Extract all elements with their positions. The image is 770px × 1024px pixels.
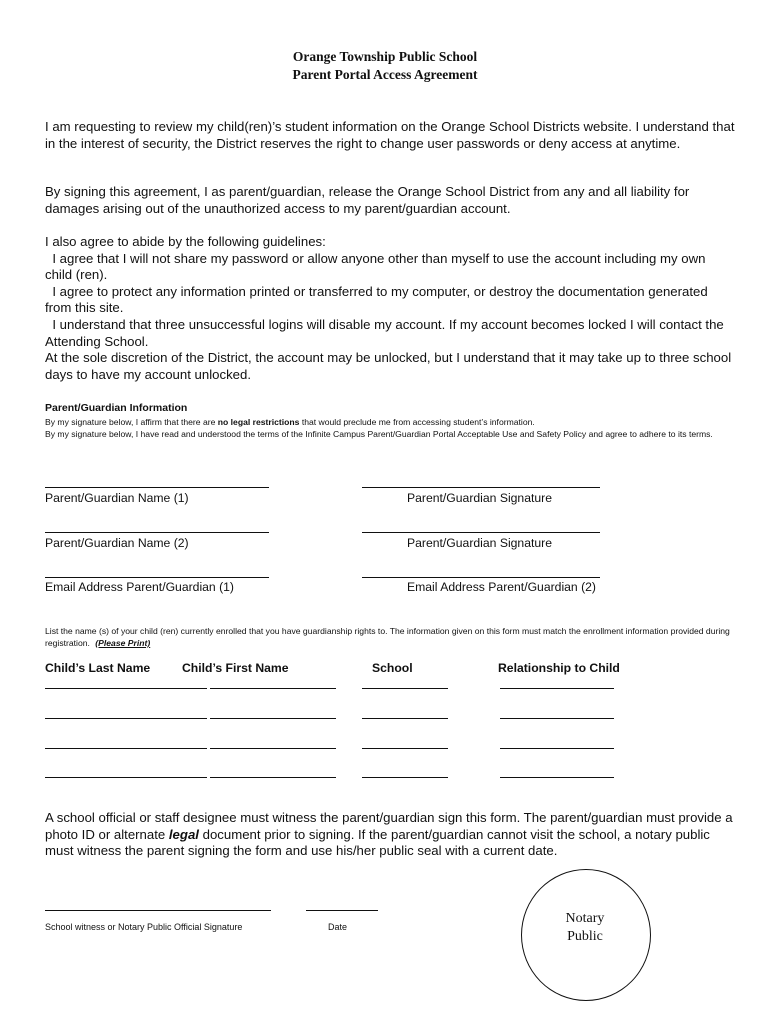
guardian-name-2-label: Parent/Guardian Name (2) <box>45 536 189 550</box>
witness-paragraph: A school official or staff designee must witness the parent/guardian sign this form. The parent/guardian must provide a photo ID or alternate legal document prior to signing. If the parent/guardian cannot visit the school, a notary public must witness the parent signing the form and use his/her public seal with a current date. <box>45 810 733 859</box>
email-1-label: Email Address Parent/Guardian (1) <box>45 580 234 594</box>
release-paragraph: By signing this agreement, I as parent/guardian, release the Orange School District from any and all liability for damages arising out of the unauthorized access to my parent/guardian account. <box>45 184 690 216</box>
guideline-item: I understand that three unsuccessful logins will disable my account. If my account becomes locked I will contact the Attending School. <box>45 316 727 349</box>
child-last-name-field[interactable] <box>45 718 207 719</box>
col-school: School <box>372 661 413 675</box>
child-last-name-field[interactable] <box>45 688 207 689</box>
guardian-name-1-label: Parent/Guardian Name (1) <box>45 491 189 505</box>
school-title: Orange Township Public School <box>292 49 478 64</box>
child-first-name-field[interactable] <box>210 688 336 689</box>
witness-signature-label: School witness or Notary Public Official Signature <box>45 922 243 932</box>
please-print-note: (Please Print) <box>95 638 151 648</box>
child-first-name-field[interactable] <box>210 777 336 778</box>
child-school-field[interactable] <box>362 748 448 749</box>
guidelines-intro: I also agree to abide by the following guidelines: <box>45 234 326 249</box>
child-relationship-field[interactable] <box>500 718 614 719</box>
guardian-signature-2-label: Parent/Guardian Signature <box>407 536 552 550</box>
date-label: Date <box>328 922 348 932</box>
child-school-field[interactable] <box>362 777 448 778</box>
guideline-item: I agree to protect any information printed or transferred to my computer, or destroy the documentation generated from this site. <box>45 283 712 316</box>
col-last-name: Child’s Last Name <box>45 661 151 675</box>
child-relationship-field[interactable] <box>500 777 614 778</box>
email-2-label: Email Address Parent/Guardian (2) <box>407 580 596 594</box>
col-relationship: Relationship to Child <box>498 661 620 675</box>
guardian-name-2-line[interactable] <box>45 532 269 533</box>
witness-signature-line[interactable] <box>45 910 271 911</box>
discretion-paragraph: At the sole discretion of the District, the account may be unlocked, but I understand that it may take up to three school days to have my account unlocked. <box>45 350 732 382</box>
guidelines-section <box>45 234 735 383</box>
child-relationship-field[interactable] <box>500 748 614 749</box>
guideline-item: I agree that I will not share my password or allow anyone other than myself to use the account including my own child (ren). <box>45 250 710 283</box>
child-last-name-field[interactable] <box>45 748 207 749</box>
guardian-signature-1-label: Parent/Guardian Signature <box>407 491 552 505</box>
guardian-name-1-line[interactable] <box>45 487 269 488</box>
date-line[interactable] <box>306 910 378 911</box>
child-last-name-field[interactable] <box>45 777 207 778</box>
child-first-name-field[interactable] <box>210 748 336 749</box>
notary-seal-label: Notary Public <box>565 911 605 944</box>
guardian-signature-2-line[interactable] <box>362 532 600 533</box>
child-first-name-field[interactable] <box>210 718 336 719</box>
policy-line: By my signature below, I have read and understood the terms of the Infinite Campus Parent/Guardian Portal Acceptable Use and Safety Policy and agree to adhere to its terms. <box>45 429 713 439</box>
guardian-info-heading: Parent/Guardian Information <box>45 402 188 414</box>
form-title: Parent Portal Access Agreement <box>292 67 478 82</box>
request-paragraph: I am requesting to review my child(ren)’s student information on the Orange School Districts website. I understand that in the interest of security, the District reserves the right to change user passwords or deny access at anytime. <box>45 119 735 151</box>
children-instructions: List the name (s) of your child (ren) currently enrolled that you have guardianship rights to. The information given on this form must match the enrollment information provided during registration. (Please Print) <box>45 626 730 648</box>
email-1-line[interactable] <box>45 577 269 578</box>
guardian-signature-1-line[interactable] <box>362 487 600 488</box>
child-school-field[interactable] <box>362 688 448 689</box>
child-school-field[interactable] <box>362 718 448 719</box>
affirm-line: By my signature below, I affirm that there are no legal restrictions that would preclude me from accessing student’s information. <box>45 417 535 427</box>
email-2-line[interactable] <box>362 577 600 578</box>
child-relationship-field[interactable] <box>500 688 614 689</box>
col-first-name: Child’s First Name <box>182 661 289 675</box>
